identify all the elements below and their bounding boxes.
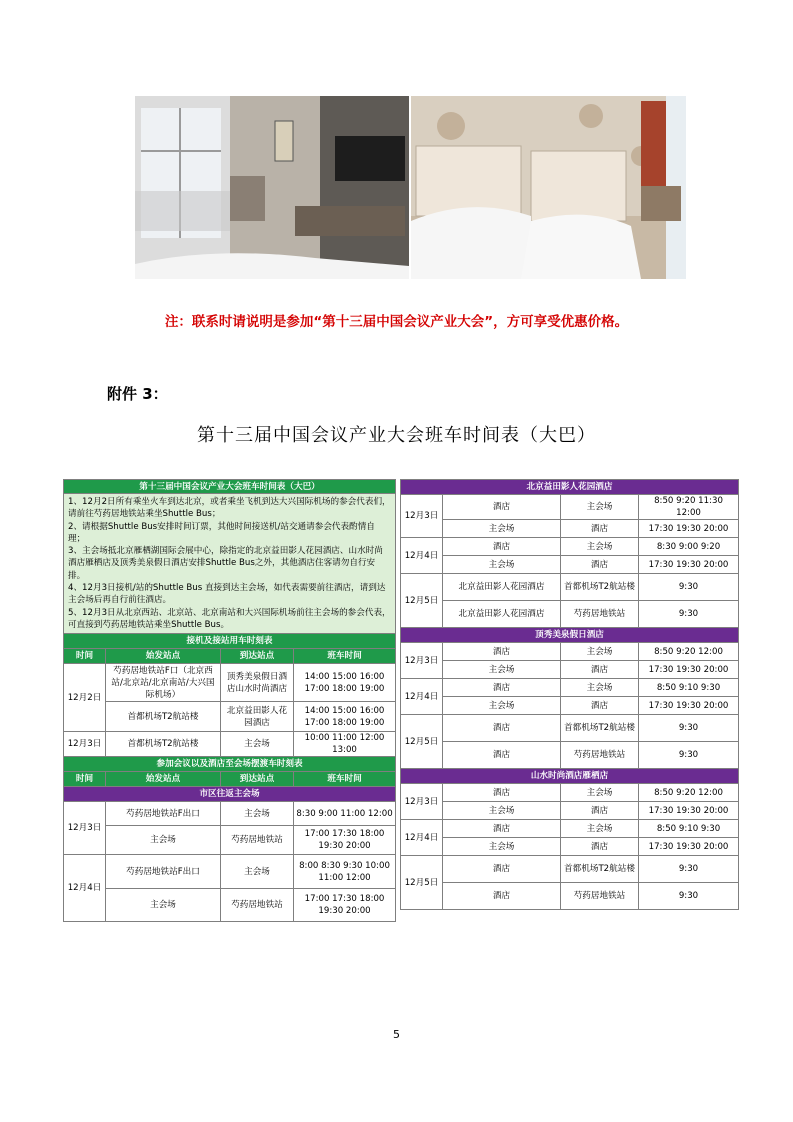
times-cell: 10:00 11:00 12:00 13:00 bbox=[294, 732, 396, 757]
destination-cell: 主会场 bbox=[561, 784, 639, 802]
destination-cell: 主会场 bbox=[561, 679, 639, 697]
origin-cell: 酒店 bbox=[443, 856, 561, 883]
times-cell: 17:30 19:30 20:00 bbox=[639, 838, 739, 856]
header-destination: 到达站点 bbox=[221, 772, 294, 787]
origin-cell: 主会场 bbox=[443, 802, 561, 820]
times-cell: 8:50 9:20 12:00 bbox=[639, 784, 739, 802]
table-row bbox=[401, 643, 739, 661]
page-number: 5 bbox=[393, 1028, 400, 1041]
intro-line: 1、12月2日所有乘坐火车到达北京，或者乘坐飞机到达大兴国际机场的参会代表们，请前往芍药居地铁站乘坐Shuttle Bus； bbox=[68, 497, 391, 520]
hotel-section-title: 北京益田影人花园酒店 bbox=[401, 480, 739, 495]
date-cell: 12月3日 bbox=[64, 732, 106, 757]
date-cell: 12月5日 bbox=[401, 574, 443, 628]
date-cell: 12月3日 bbox=[401, 643, 443, 679]
times-cell: 17:30 19:30 20:00 bbox=[639, 556, 739, 574]
destination-cell: 主会场 bbox=[561, 643, 639, 661]
destination-cell: 酒店 bbox=[561, 697, 639, 715]
intro-line: 2、请根据Shuttle Bus安排时间订票，其他时间接送机/站交通请参会代表酌情自理； bbox=[68, 521, 375, 544]
origin-cell: 芍药居地铁站F口（北京西站/北京站/北京南站/大兴国际机场） bbox=[106, 664, 221, 702]
destination-cell: 北京益田影人花园酒店 bbox=[221, 702, 294, 732]
intro-line: 4、12月3日接机/站的Shuttle Bus 直接到达主会场，如代表需要前往酒店，请到达主会场后再自行前往酒店。 bbox=[68, 583, 386, 606]
origin-cell: 酒店 bbox=[443, 883, 561, 910]
header-time: 时间 bbox=[64, 649, 106, 664]
table-row bbox=[401, 742, 739, 769]
destination-cell: 主会场 bbox=[221, 855, 294, 889]
table-row bbox=[401, 520, 739, 538]
date-cell: 12月3日 bbox=[64, 802, 106, 855]
date-cell: 12月2日 bbox=[64, 664, 106, 732]
header-schedule: 班车时间 bbox=[294, 649, 396, 664]
destination-cell: 酒店 bbox=[561, 520, 639, 538]
times-cell: 17:30 19:30 20:00 bbox=[639, 802, 739, 820]
origin-cell: 酒店 bbox=[443, 679, 561, 697]
times-cell: 9:30 bbox=[639, 742, 739, 769]
origin-cell: 酒店 bbox=[443, 784, 561, 802]
origin-cell: 酒店 bbox=[443, 495, 561, 520]
destination-cell: 酒店 bbox=[561, 838, 639, 856]
city-section-title: 市区往返主会场 bbox=[64, 787, 396, 802]
times-cell: 17:00 17:30 18:00 19:30 20:00 bbox=[294, 826, 396, 855]
table-row bbox=[401, 679, 739, 697]
origin-cell: 酒店 bbox=[443, 715, 561, 742]
hotel-section-title: 顶秀美泉假日酒店 bbox=[401, 628, 739, 643]
destination-cell: 首都机场T2航站楼 bbox=[561, 574, 639, 601]
origin-cell: 主会场 bbox=[443, 697, 561, 715]
origin-cell: 酒店 bbox=[443, 643, 561, 661]
times-cell: 8:30 9:00 11:00 12:00 bbox=[294, 802, 396, 826]
times-cell: 8:50 9:10 9:30 bbox=[639, 679, 739, 697]
destination-cell: 酒店 bbox=[561, 661, 639, 679]
origin-cell: 酒店 bbox=[443, 742, 561, 769]
times-cell: 14:00 15:00 16:00 17:00 18:00 19:00 bbox=[294, 702, 396, 732]
table-row bbox=[401, 784, 739, 802]
origin-cell: 北京益田影人花园酒店 bbox=[443, 574, 561, 601]
destination-cell: 酒店 bbox=[561, 802, 639, 820]
intro-line: 5、12月3日从北京西站、北京站、北京南站和大兴国际机场前往主会场的参会代表，可直接到芍药居地铁站乘坐Shuttle Bus。 bbox=[68, 607, 391, 630]
origin-cell: 主会场 bbox=[443, 520, 561, 538]
times-cell: 8:00 8:30 9:30 10:00 11:00 12:00 bbox=[294, 855, 396, 889]
discount-note: 注：联系时请说明是参加“第十三届中国会议产业大会”，方可享受优惠价格。 bbox=[164, 314, 629, 330]
times-cell: 8:50 9:10 9:30 bbox=[639, 820, 739, 838]
date-cell: 12月5日 bbox=[401, 856, 443, 910]
table-row bbox=[401, 820, 739, 838]
destination-cell: 芍药居地铁站 bbox=[221, 889, 294, 922]
hotel-room-photo-right bbox=[411, 96, 686, 279]
destination-cell: 首都机场T2航站楼 bbox=[561, 715, 639, 742]
schedule-table-title: 第十三届中国会议产业大会班车时间表（大巴） bbox=[64, 480, 396, 494]
header-destination: 到达站点 bbox=[221, 649, 294, 664]
table-row bbox=[401, 495, 739, 520]
pickup-section-title: 接机及接站用车时刻表 bbox=[64, 634, 396, 649]
page-title: 第十三届中国会议产业大会班车时间表（大巴） bbox=[197, 425, 596, 446]
table-row bbox=[401, 574, 739, 601]
date-cell: 12月3日 bbox=[401, 784, 443, 820]
table-row bbox=[401, 715, 739, 742]
destination-cell: 主会场 bbox=[221, 732, 294, 757]
times-cell: 9:30 bbox=[639, 574, 739, 601]
header-origin: 始发站点 bbox=[106, 649, 221, 664]
date-cell: 12月4日 bbox=[401, 679, 443, 715]
times-cell: 8:50 9:20 12:00 bbox=[639, 643, 739, 661]
table-row bbox=[401, 883, 739, 910]
hotel-room-photo-left bbox=[135, 96, 409, 279]
hotel-section-title: 山水时尚酒店雁栖店 bbox=[401, 769, 739, 784]
table-row bbox=[401, 697, 739, 715]
destination-cell: 首都机场T2航站楼 bbox=[561, 856, 639, 883]
times-cell: 17:30 19:30 20:00 bbox=[639, 520, 739, 538]
times-cell: 17:30 19:30 20:00 bbox=[639, 661, 739, 679]
origin-cell: 主会场 bbox=[443, 556, 561, 574]
origin-cell: 主会场 bbox=[106, 889, 221, 922]
destination-cell: 主会场 bbox=[561, 495, 639, 520]
date-cell: 12月4日 bbox=[64, 855, 106, 922]
destination-cell: 顶秀美泉假日酒店山水时尚酒店 bbox=[221, 664, 294, 702]
origin-cell: 主会场 bbox=[106, 826, 221, 855]
table-row bbox=[401, 661, 739, 679]
table-row bbox=[401, 802, 739, 820]
header-schedule: 班车时间 bbox=[294, 772, 396, 787]
times-cell: 8:30 9:00 9:20 bbox=[639, 538, 739, 556]
destination-cell: 芍药居地铁站 bbox=[561, 601, 639, 628]
origin-cell: 首都机场T2航站楼 bbox=[106, 732, 221, 757]
intro-line: 3、主会场抵北京雁栖湖国际会展中心，除指定的北京益田影人花园酒店、山水时尚酒店雁栖店及顶秀美泉假日酒店安排Shuttle Bus之外，其他酒店住客请勿自行安排。 bbox=[68, 546, 383, 581]
origin-cell: 芍药居地铁站F出口 bbox=[106, 802, 221, 826]
times-cell: 9:30 bbox=[639, 601, 739, 628]
times-cell: 9:30 bbox=[639, 856, 739, 883]
times-cell: 9:30 bbox=[639, 883, 739, 910]
times-cell: 14:00 15:00 16:00 17:00 18:00 19:00 bbox=[294, 664, 396, 702]
shuttle-section-title: 参加会议以及酒店至会场摆渡车时刻表 bbox=[64, 757, 396, 772]
date-cell: 12月4日 bbox=[401, 538, 443, 574]
destination-cell: 主会场 bbox=[561, 820, 639, 838]
origin-cell: 首都机场T2航站楼 bbox=[106, 702, 221, 732]
destination-cell: 酒店 bbox=[561, 556, 639, 574]
origin-cell: 北京益田影人花园酒店 bbox=[443, 601, 561, 628]
header-time: 时间 bbox=[64, 772, 106, 787]
destination-cell: 主会场 bbox=[221, 802, 294, 826]
origin-cell: 酒店 bbox=[443, 820, 561, 838]
times-cell: 9:30 bbox=[639, 715, 739, 742]
table-row bbox=[401, 538, 739, 556]
table-row bbox=[401, 556, 739, 574]
times-cell: 17:00 17:30 18:00 19:30 20:00 bbox=[294, 889, 396, 922]
origin-cell: 酒店 bbox=[443, 538, 561, 556]
table-row bbox=[401, 838, 739, 856]
date-cell: 12月4日 bbox=[401, 820, 443, 856]
table-row bbox=[401, 601, 739, 628]
date-cell: 12月5日 bbox=[401, 715, 443, 769]
table-row bbox=[401, 856, 739, 883]
destination-cell: 芍药居地铁站 bbox=[561, 742, 639, 769]
shuttle-schedule-table-right bbox=[400, 479, 739, 910]
origin-cell: 芍药居地铁站F出口 bbox=[106, 855, 221, 889]
header-origin: 始发站点 bbox=[106, 772, 221, 787]
times-cell: 17:30 19:30 20:00 bbox=[639, 697, 739, 715]
appendix-label: 附件 3： bbox=[107, 385, 168, 403]
origin-cell: 主会场 bbox=[443, 661, 561, 679]
times-cell: 8:50 9:20 11:30 12:00 bbox=[639, 495, 739, 520]
shuttle-schedule-table-left bbox=[63, 479, 396, 922]
destination-cell: 芍药居地铁站 bbox=[221, 826, 294, 855]
origin-cell: 主会场 bbox=[443, 838, 561, 856]
destination-cell: 芍药居地铁站 bbox=[561, 883, 639, 910]
destination-cell: 主会场 bbox=[561, 538, 639, 556]
date-cell: 12月3日 bbox=[401, 495, 443, 538]
intro-notes bbox=[64, 494, 396, 634]
